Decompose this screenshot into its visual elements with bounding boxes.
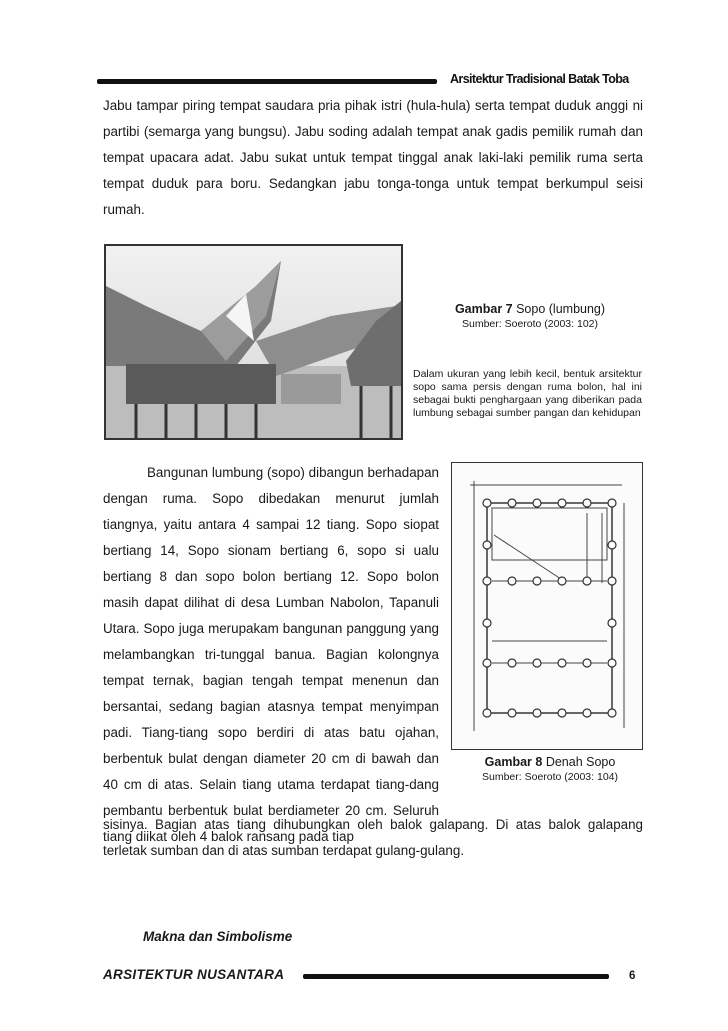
page-number: 6 xyxy=(629,970,636,982)
figure-7-caption xyxy=(440,302,620,330)
footer-title: ARSITEKTUR NUSANTARA xyxy=(103,967,285,982)
figure-7-title: Sopo (lumbung) xyxy=(516,302,606,316)
paragraph-2-continued: sisinya. Bagian atas tiang dihubungkan oleh balok galapang. Di atas balok galapang terletak sumban dan di atas sumban terdapat gulang-gulang. xyxy=(103,817,643,858)
footer-rule xyxy=(303,974,609,979)
figure-8-title: Denah Sopo xyxy=(545,755,616,769)
section-heading: Makna dan Simbolisme xyxy=(143,929,293,944)
figure-8-label: Gambar 8 xyxy=(484,755,543,769)
figure-7-label: Gambar 7 xyxy=(454,302,513,316)
figure-8-caption xyxy=(465,755,635,783)
header-title: Arsitektur Tradisional Batak Toba xyxy=(450,72,629,86)
figure-8-source: Sumber: Soeroto (2003: 104) xyxy=(482,771,618,783)
paragraph-1: Jabu tampar piring tempat saudara pria pihak istri (hula-hula) serta tempat duduk anggi ni partibi (semarga yang bungsu). Jabu soding adalah tempat anak gadis pemilik rumah dan tempat upacara adat. Jabu sukat untuk tempat tinggal anak laki-laki pemilik ruma serta tempat duduk para boru. Sedangkan jabu tonga-tonga untuk tempat berkumpul seisi rumah. xyxy=(103,98,643,217)
paragraph-2-column: Bangunan lumbung (sopo) dibangun berhadapan dengan ruma. Sopo dibedakan menurut jumlah tiangnya, yaitu antara 4 sampai 12 tiang. Sopo siopat bertiang 14, Sopo sionam bertiang 6, sopo si ualu bertiang 8 dan sopo bolon bertiang 12. Sopo bolon masih dapat dilihat di desa Lumban Nabolon, Tapanuli Utara. Sopo juga merupakam bangunan panggung yang melambangkan tri-tunggal banua. Bagian kolongnya tempat ternak, bagian tengah tempat menenun dan bersantai, sedang bagian atasnya tempat menyimpan padi. Tiang-tiang sopo berdiri di atas batu ojahan, berbentuk bulat dengan diameter 20 cm di bawah dan 40 cm di atas. Selain tiang utama terdapat tiang-dang pembantu berbentuk bulat berdiameter 20 cm. Seluruh tiang diikat oleh 4 balok ransang pada tiap xyxy=(103,465,439,844)
sopo-floor-plan xyxy=(451,462,643,750)
sopo-photo xyxy=(104,244,403,440)
figure-7-note: Dalam ukuran yang lebih kecil, bentuk arsitektur sopo sama persis dengan ruma bolon, hal ini sebagai bukti penghargaan yang diberikan pada lumbung sebagai sumber pangan dan kehidupan xyxy=(413,368,642,419)
figure-7-source: Sumber: Soeroto (2003: 102) xyxy=(462,318,598,330)
header-rule xyxy=(97,79,437,84)
